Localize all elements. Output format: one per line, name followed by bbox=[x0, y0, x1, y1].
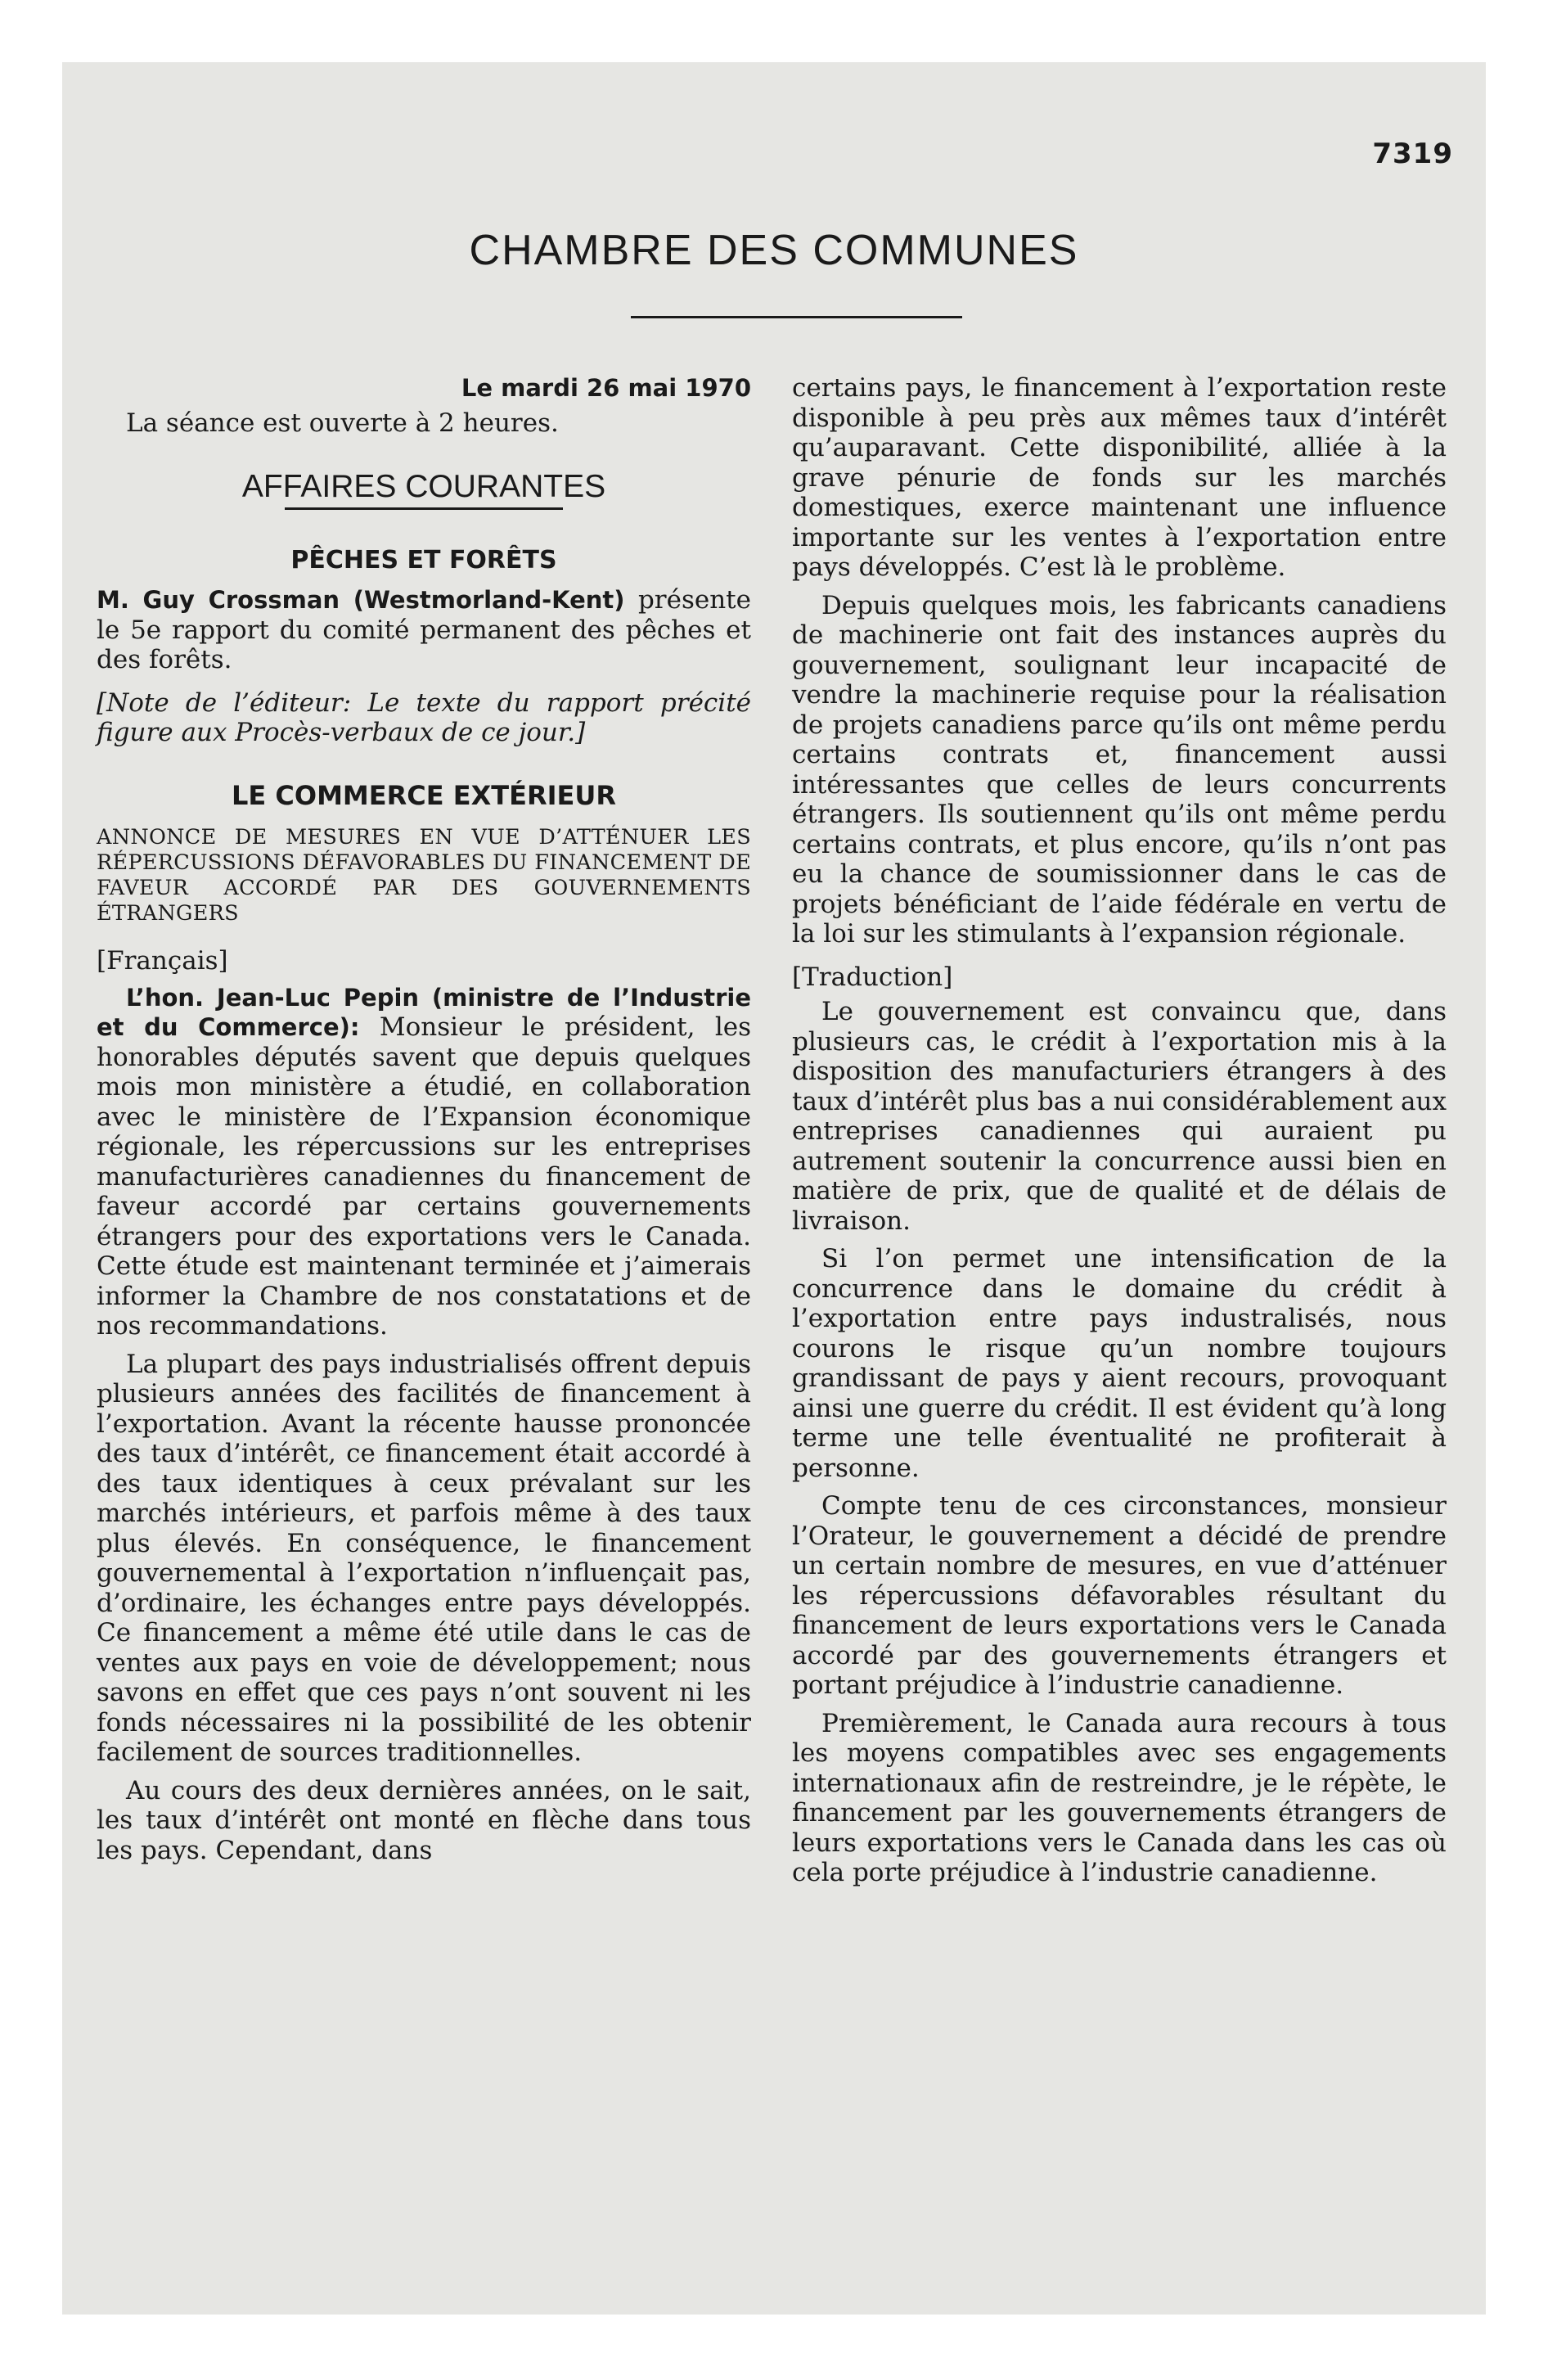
trade-subtitle: ANNONCE DE MESURES EN VUE D’ATTÉNUER LES RÉPERCUSSIONS DÉFAVORABLES DU FINANCEMENT DE FAVEUR ACCORDÉ PAR DES GOUVERNEMENTS ÉTRANGERS bbox=[97, 825, 751, 926]
fisheries-paragraph bbox=[97, 585, 751, 675]
language-tag-french: [Français] bbox=[97, 946, 228, 976]
language-tag-translation: [Traduction] bbox=[792, 962, 953, 992]
section-heading-routine: AFFAIRES COURANTES bbox=[241, 469, 606, 504]
right-paragraph-6: Premièrement, le Canada aura recours à tous les moyens compatibles avec ses engagements internationaux afin de restreindre, je le répète, le financement par les gouvernements étrangers de leurs exportations vers le Canada dans les cas où cela porte préjudice à l’industrie canadienne. bbox=[792, 1708, 1447, 1887]
speaker-crossman: M. Guy Crossman (Westmorland-Kent) bbox=[97, 586, 625, 614]
speaker-pepin: L’hon. Jean-Luc Pepin (ministre de l’Industrie et du Commerce): bbox=[97, 983, 751, 1041]
right-paragraph-5: Compte tenu de ces circonstances, monsieur l’Orateur, le gouvernement a décidé de prendre un certain nombre de mesures, en vue d’atténuer les répercussions défavorables résultant du financement de leurs exportations vers le Canada accordé par des gouvernements étrangers et portant préjudice à l’industrie canadienne. bbox=[792, 1491, 1447, 1700]
opening-line: La séance est ouverte à 2 heures. bbox=[126, 408, 559, 438]
right-paragraph-3: Le gouvernement est convaincu que, dans plusieurs cas, le crédit à l’exportation mis à la disposition des manufacturiers étrangers à des taux d’intérêt plus bas a nui considérablement aux entreprises canadiennes qui auraient pu autrement soutenir la concurrence aussi bien en matière de prix, que de qualité et de délais de livraison. bbox=[792, 997, 1447, 1236]
chamber-title: CHAMBRE DES COMMUNES bbox=[469, 227, 1079, 274]
hansard-page bbox=[62, 62, 1486, 2315]
heading-fisheries: PÊCHES ET FORÊTS bbox=[290, 545, 557, 575]
pepin-paragraph-3: Au cours des deux dernières années, on le sait, les taux d’intérêt ont monté en flèche dans tous les pays. Cependant, dans bbox=[97, 1775, 751, 1865]
fisheries-text: présente le 5e rapport du comité permanent des pêches et des forêts. bbox=[97, 585, 751, 674]
pepin-paragraph-1 bbox=[97, 983, 751, 1341]
left-column bbox=[97, 373, 751, 1865]
pepin-paragraph-2: La plupart des pays industrialisés offrent depuis plusieurs années des facilités de financement à l’exportation. Avant la récente hausse prononcée des taux d’intérêt, ce financement était accordé à des taux identiques à ceux prévalant sur les marchés intérieurs, et parfois même à des taux plus élevés. En conséquence, le financement gouvernemental à l’exportation n’influençait pas, d’ordinaire, les échanges entre pays développés. Ce financement a même été utile dans le cas de ventes aux pays en voie de développement; nous savons en effet que ces pays n’ont souvent ni les fonds nécessaires ni la possibilité de les obtenir facilement de sources traditionnelles. bbox=[97, 1349, 751, 1767]
right-paragraph-1: certains pays, le financement à l’exportation reste disponible à peu près aux mêmes taux d’intérêt qu’auparavant. Cette disponibilité, alliée à la grave pénurie de fonds sur les marchés domestiques, exerce maintenant une influence importante sur les ventes à l’exportation entre pays développés. C’est là le problème. bbox=[792, 373, 1447, 582]
title-rule bbox=[631, 316, 962, 318]
heading-foreign-trade: LE COMMERCE EXTÉRIEUR bbox=[232, 779, 616, 811]
right-paragraph-4: Si l’on permet une intensification de la concurrence dans le domaine du crédit à l’exportation entre pays industralisés, nous courons le risque qu’un nombre toujours grandissant de pays y aient recours, provoquant ainsi une guerre du crédit. Il est évident qu’à long terme une telle éventualité ne profiterait à personne. bbox=[792, 1244, 1447, 1483]
right-paragraph-2: Depuis quelques mois, les fabricants canadiens de machinerie ont fait des instances auprès du gouvernement, soulignant leur incapacité de vendre la machinerie requise pour la réalisation de projets canadiens parce qu’ils ont même perdu certains contrats et, financement aussi intéressantes que celles de leurs concurrents étrangers. Ils soutiennent qu’ils ont même perdu certains contrats, et plus encore, qu’ils n’ont pas eu la chance de soumissionner dans le cas de projets bénéficiant de l’aide fédérale en vertu de la loi sur les stimulants à l’expansion régionale. bbox=[792, 590, 1447, 949]
editor-note: [Note de l’éditeur: Le texte du rapport précité figure aux Procès-verbaux de ce jour.] bbox=[97, 687, 751, 747]
section-rule bbox=[285, 507, 563, 510]
page-number: 7319 bbox=[1372, 137, 1453, 170]
pepin-text-1: Monsieur le président, les honorables députés savent que depuis quelques mois mon ministère a étudié, en collaboration avec le ministère de l’Expansion économique régionale, les répercussions sur les entreprises manufacturières canadiennes du financement de faveur accordé par certains gouvernements étrangers pour des exportations vers le Canada. Cette étude est maintenant terminée et j’aimerais informer la Chambre de nos constatations et de nos recommandations. bbox=[97, 1012, 752, 1341]
sitting-date: Le mardi 26 mai 1970 bbox=[461, 374, 751, 402]
right-column bbox=[792, 373, 1447, 1888]
